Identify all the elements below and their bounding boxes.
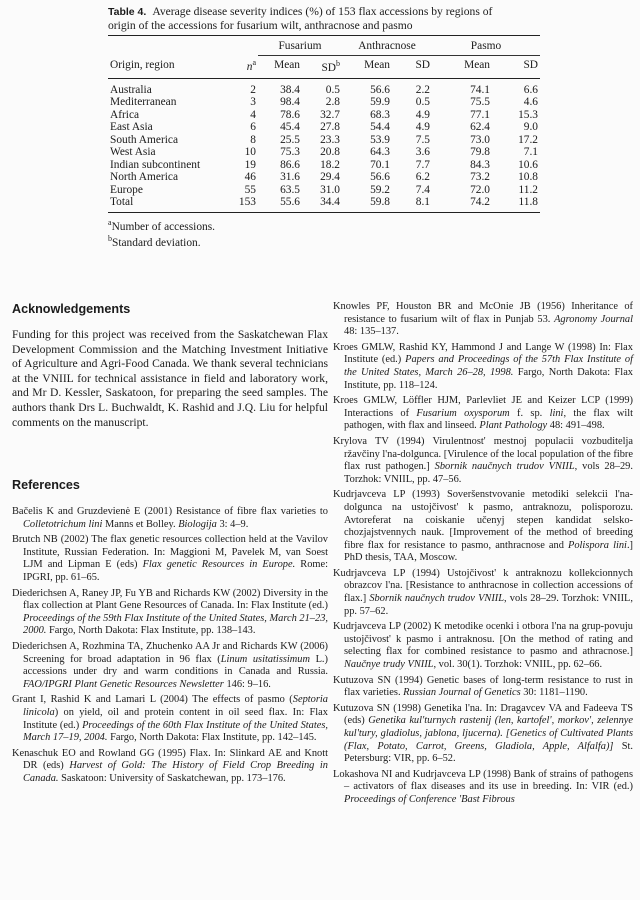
reference-segment: Brutch NB (2002) The flax genetic resources collection held at the Vavilov Institute, Russian Federation. In: Maggioni M, Pavelek M, van Soest LJM and Lipman E (eds)	[12, 534, 328, 571]
table-cell-value: 7.1	[523, 146, 538, 159]
left-column	[12, 298, 329, 784]
header-group-pasmo: Pasmo	[432, 36, 540, 56]
reference-italic-segment: Sbornik naučnych trudov VNIIL	[434, 461, 575, 473]
table-cell-value: 2.8	[325, 96, 340, 109]
header-group-anthracnose: Anthracnose	[342, 36, 432, 56]
footnote-b: $^b$Standard deviation.	[108, 234, 201, 249]
table-cell-value: 6.6	[523, 83, 538, 96]
table-cell-value: 56.6	[370, 83, 390, 96]
reference-segment: Kroes GMLW, Rashid KY, Hammond J and Lange W (1998) In: Flax Institute (ed.)	[333, 341, 633, 366]
header-sd: SD	[415, 59, 430, 72]
table-cell-value: 2.2	[415, 83, 430, 96]
table-cell-value: 6	[250, 121, 256, 134]
table-row	[108, 159, 540, 172]
reference-italic-segment: Papers and Proceedings of the 57th Flax Institute of the United States, March 26–28, 1998.	[344, 354, 633, 378]
reference-italic-segment: Biologija	[178, 518, 217, 530]
table-cell-value: 59.2	[370, 183, 390, 196]
reference-italic-segment: Sbornik naučnych trudov VNIIL	[369, 593, 505, 605]
reference-italic-segment: Proceedings of Conference 'Bast Fibrous	[344, 793, 515, 805]
table-cell-value: 7.7	[415, 158, 430, 171]
table-cell-value: 75.3	[280, 146, 300, 159]
table-cell-value: 11.2	[518, 183, 538, 196]
reference-entry	[12, 506, 328, 531]
table-cell-value: 4	[250, 108, 256, 121]
table-cell-value: 54.4	[370, 121, 390, 134]
header-sd: SD	[523, 59, 538, 72]
reference-segment: , the flax wilt pathogen, with flax and linseed.	[344, 407, 634, 432]
table-cell-value: 11.8	[518, 196, 538, 209]
table-row	[108, 196, 540, 212]
reference-segment: 30: 1181–1190.	[520, 687, 588, 699]
table-row	[108, 184, 540, 197]
table-row	[108, 146, 540, 159]
reference-entry	[333, 395, 633, 433]
reference-segment: Krylova TV (1994) Virulentnost' mestnoj populacii vozbuditelja ržavčiny l'na-dolgunca. [Virulence of the local population of the fibre flax rust pathogen.]	[333, 435, 633, 473]
table-cell-value: 34.4	[320, 196, 340, 209]
reference-segment: Kudrjavceva LP (1993) Soveršenstvovanie metodiki selekcii l'na-dolgunca na ustojčivost' k pasmo, antraknozu, polisporozu. Avtoreferat na coiskanie učenyj stepen kandidat selsko-chozjajstvennych nauk. [Improvement of the method of breeding fibre flax for resistance to pasmo, anthracnose and	[333, 489, 633, 551]
table-cell-region: Mediterranean	[110, 96, 177, 109]
header-mean: Mean	[464, 59, 490, 72]
reference-italic-segment: Harvest of Gold: The History of Field Crop Breeding in Canada.	[23, 760, 328, 784]
reference-entry	[12, 694, 328, 744]
table-cell-value: 0.5	[415, 96, 430, 109]
table-cell-value: 75.5	[470, 96, 490, 109]
references-heading: References	[12, 478, 80, 492]
table-cell-value: 29.4	[320, 171, 340, 184]
reference-italic-segment: Colletotrichum lini	[23, 518, 103, 530]
reference-segment: Kutuzova SN (1994) Genetic bases of long-term resistance to rust in flax varieties.	[333, 674, 633, 699]
table-cell-value: 74.2	[470, 196, 490, 209]
reference-segment: , vols 28–29. Torzhok: VNIIL, pp. 47–56.	[344, 461, 633, 485]
table-cell-value: 10.8	[518, 171, 538, 184]
reference-segment: Kutuzova SN (1998) Genetika l'na. In: Dragavcev VA and Fadeeva TS (eds)	[333, 702, 633, 727]
table-cell-value: 20.8	[320, 146, 340, 159]
reference-segment: Saskatoon: University of Saskatchewan, pp. 173–176.	[58, 772, 286, 784]
reference-segment: ) on yield, oil and protein content in oil seed flax. In: Flax Institute (ed.)	[23, 706, 328, 731]
table-cell-value: 63.5	[280, 183, 300, 196]
reference-segment: Diederichsen A, Raney JP, Fu YB and Richards KW (2002) Diversity in the flax collection at Plant Gene Resources of Canada. In: Flax Institute (ed.)	[12, 587, 328, 612]
acknowledgements-heading: Acknowledgements	[12, 302, 131, 316]
table-cell-value: 78.6	[280, 108, 300, 121]
reference-entry	[333, 568, 633, 618]
reference-segment: f. sp.	[509, 407, 550, 419]
references-list-left	[12, 506, 328, 788]
reference-segment: Kudrjavceva LP (1994) Ustojčivost' k antraknozu kollekcionnych obrazcov l'na. [Resistance to anthracnose in collection accessions of flax.]	[333, 567, 633, 605]
table-cell-value: 68.3	[370, 108, 390, 121]
table-row	[108, 134, 540, 147]
table-cell-value: 0.5	[325, 83, 340, 96]
reference-italic-segment: Polispora lini	[568, 539, 627, 551]
table-caption-line1: Average disease severity indices (%) of 153 flax accessions by regions of	[152, 5, 493, 18]
reference-italic-segment: FAO/IPGRI Plant Genetic Resources Newsletter	[23, 678, 224, 690]
table-cell-value: 74.1	[470, 83, 490, 96]
table-cell-value: 45.4	[280, 121, 300, 134]
table-cell-value: 10	[244, 146, 256, 159]
table-cell-value: 86.6	[280, 158, 300, 171]
table-cell-value: 77.1	[470, 108, 490, 121]
reference-italic-segment: Flax genetic Resources in Europe.	[142, 559, 296, 571]
table-cell-value: 23.3	[320, 133, 340, 146]
reference-segment: 48: 135–137.	[344, 326, 399, 338]
table-row	[108, 109, 540, 122]
reference-italic-segment: Genetika kul'turnych rastenij (len, kartofel', morkov', zelennye kul'tury, gladiolus, jablona, ljucerna). [Genetics of Cultivated Plants (Flax, Potato, Carrot, Greens, Gladiola, Apple, Alfalfa)]	[344, 715, 633, 752]
reference-entry	[333, 342, 633, 392]
header-group-fusarium: Fusarium	[258, 36, 342, 56]
table-cell-value: 62.4	[470, 121, 490, 134]
table-cell-region: Australia	[110, 83, 152, 96]
reference-segment: Manns et Bolley.	[102, 518, 179, 530]
table-body	[108, 78, 540, 212]
table-row	[108, 121, 540, 134]
reference-italic-segment: Fusarium oxysporum	[416, 407, 510, 419]
table-cell-region: Indian subcontinent	[110, 158, 201, 171]
table-cell-value: 27.8	[320, 121, 340, 134]
reference-segment: Fargo, North Dakota: Flax Institute, pp. 142–145.	[107, 732, 317, 744]
reference-entry	[333, 489, 633, 565]
reference-entry	[333, 675, 633, 700]
table-cell-value: 7.4	[415, 183, 430, 196]
table-cell-value: 4.9	[415, 121, 430, 134]
reference-entry	[333, 301, 633, 339]
reference-segment: Fargo, North Dakota: Flax Institute, pp. 118–124.	[344, 366, 633, 391]
table-cell-value: 46	[244, 171, 256, 184]
table-4	[108, 5, 540, 250]
table-cell-value: 72.0	[470, 183, 490, 196]
table-cell-value: 17.2	[518, 133, 538, 146]
table-cell-value: 56.6	[370, 171, 390, 184]
table-cell-value: 70.1	[370, 158, 390, 171]
reference-entry	[333, 621, 633, 671]
table-cell-value: 55	[244, 183, 256, 196]
table-caption	[108, 5, 540, 33]
table-cell-value: 8.1	[415, 196, 430, 209]
table-cell-value: 59.9	[370, 96, 390, 109]
table-cell-value: 4.6	[523, 96, 538, 109]
reference-segment: L.) accessions under dry and warm conditions in Canada and Russia.	[23, 653, 328, 678]
reference-segment: .] PhD thesis, TAA, Moscow.	[344, 539, 633, 564]
reference-segment: Knowles PF, Houston BR and McOnie JB (1956) Inheritance of resistance to fusarium wilt of flax in Punjab 53.	[333, 301, 633, 325]
table-cell-value: 10.6	[518, 158, 538, 171]
reference-entry	[12, 748, 328, 786]
table-cell-region: North America	[110, 171, 179, 184]
table-cell-value: 32.7	[320, 108, 340, 121]
reference-italic-segment: lini	[549, 407, 564, 419]
header-mean: Mean	[364, 59, 390, 72]
severity-table	[108, 35, 540, 213]
table-cell-region: Africa	[110, 108, 140, 121]
header-origin: Origin, region	[110, 59, 175, 72]
reference-segment: 146: 9–16.	[223, 678, 271, 690]
table-cell-region: Total	[110, 196, 134, 209]
acknowledgements-text: Funding for this project was received from the Saskatchewan Flax Development Commission and the Matching Investment Initiative of Agriculture and Agri-Food Canada. We thank several technicians at the VNIIL for technical assistance in field and laboratory work, and Mr D. Kessler, Saskatoon, for preparing the seed samples. The authors thank Drs L. Buchwaldt, K. Rashid and J.Q. Liu for helpful comments on the manuscript.	[12, 328, 328, 429]
reference-segment: 48: 491–498.	[547, 420, 605, 432]
reference-italic-segment: Proceedings of the 60th Flax Institute of the United States, March 17–19, 2004.	[23, 719, 328, 744]
reference-entry	[12, 534, 328, 584]
table-cell-value: 6.2	[415, 171, 430, 184]
reference-segment: Bačelis K and Gruzdevienė E (2001) Resistance of fibre flax varieties to	[12, 506, 328, 517]
table-cell-value: 18.2	[320, 158, 340, 171]
reference-segment: Lokashova NI and Kudrjavceva LP (1998) Bank of strains of pathogens – activators of flax diseases and its use in breeding. In: VIR (ed.)	[333, 768, 633, 793]
table-cell-value: 7.5	[415, 133, 430, 146]
reference-entry	[333, 703, 633, 766]
reference-italic-segment: Agronomy Journal	[554, 313, 633, 325]
table-cell-region: West Asia	[110, 146, 156, 159]
header-mean: Mean	[274, 59, 300, 72]
table-cell-value: 15.3	[518, 108, 538, 121]
table-cell-value: 19	[244, 158, 256, 171]
table-cell-value: 98.4	[280, 96, 300, 109]
reference-italic-segment: Proceedings of the 59th Flax Institute of the United States, March 21–23, 2000.	[23, 612, 328, 637]
table-cell-value: 2	[250, 83, 256, 96]
table-cell-value: 3.6	[415, 146, 430, 159]
table-row	[108, 96, 540, 109]
reference-entry	[12, 588, 328, 638]
footnote-a: $^a$Number of accessions.	[108, 217, 215, 233]
table-cell-value: 3	[250, 96, 256, 109]
reference-segment: , vols 28–29. Torzhok: VNIIL, pp. 57–62.	[344, 593, 633, 617]
table-cell-value: 73.0	[470, 133, 490, 146]
table-cell-value: 73.2	[470, 171, 490, 184]
reference-entry	[333, 436, 633, 486]
reference-entry	[12, 641, 328, 691]
reference-italic-segment: Linum usitatissimum	[220, 653, 310, 665]
table-cell-value: 4.9	[415, 108, 430, 121]
reference-segment: St. Petersburg: VIR, pp. 6–52.	[344, 740, 633, 765]
reference-segment: Fargo, North Dakota: Flax Institute, pp. 138–143.	[46, 625, 256, 637]
reference-segment: Rome: IPGRI, pp. 61–65.	[23, 559, 329, 583]
table-cell-value: 8	[250, 133, 256, 146]
table-cell-value: 31.6	[280, 171, 300, 184]
table-cell-value: 38.4	[280, 83, 300, 96]
reference-italic-segment: Naučnye trudy VNIIL	[344, 659, 434, 671]
reference-segment: Kudrjavceva LP (2002) K metodike ocenki i otbora l'na na grup-povuju ustojčivost' k pasmo i antraknosu. [On the method of rating and selecting flax for combined resistance to pasmo and athracnose.]	[333, 621, 633, 658]
reference-segment: Kenaschuk EO and Rowland GG (1995) Flax. In: Slinkard AE and Knott DR (eds)	[12, 747, 328, 772]
table-caption-label: Table 4.	[108, 6, 147, 18]
table-cell-value: 84.3	[470, 158, 490, 171]
table-cell-value: 64.3	[370, 146, 390, 159]
table-cell-value: 55.6	[280, 196, 300, 209]
table-cell-value: 53.9	[370, 133, 390, 146]
reference-segment: , vol. 30(1). Torzhok: VNIIL, pp. 62–66.	[433, 659, 603, 671]
reference-entry	[333, 769, 633, 807]
table-cell-region: East Asia	[110, 121, 153, 134]
table-row	[108, 78, 540, 96]
reference-segment: Grant I, Rashid K and Lamari L (2004) The effects of pasmo (	[12, 694, 293, 706]
table-cell-value: 79.8	[470, 146, 490, 159]
table-footnotes	[108, 217, 540, 250]
reference-italic-segment: Russian Journal of Genetics	[403, 687, 521, 699]
table-cell-value: 31.0	[320, 183, 340, 196]
references-list-right	[333, 301, 633, 810]
reference-segment: 3: 4–9.	[216, 518, 249, 530]
table-cell-value: 59.8	[370, 196, 390, 209]
reference-segment: Diederichsen A, Rozhmina TA, Zhuchenko AA Jr and Richards KW (2006) Screening for broad adaptation in 96 flax (	[12, 640, 328, 665]
reference-italic-segment: Septoria linicola	[23, 694, 328, 718]
reference-italic-segment: Plant Pathology	[479, 420, 548, 432]
table-cell-value: 25.5	[280, 133, 300, 146]
table-cell-value: 153	[238, 196, 256, 209]
header-n: $n^a$	[246, 58, 256, 74]
reference-segment: Kroes GMLW, Löffler HJM, Parlevliet JE and Keizer LCP (1999) Interactions of	[333, 395, 633, 419]
table-cell-region: Europe	[110, 183, 143, 196]
table-caption-line2: origin of the accessions for fusarium wilt, anthracnose and pasmo	[108, 19, 413, 32]
header-sd: $SD^b$	[321, 58, 340, 74]
table-row	[108, 171, 540, 184]
table-cell-region: South America	[110, 133, 179, 146]
table-cell-value: 9.0	[523, 121, 538, 134]
